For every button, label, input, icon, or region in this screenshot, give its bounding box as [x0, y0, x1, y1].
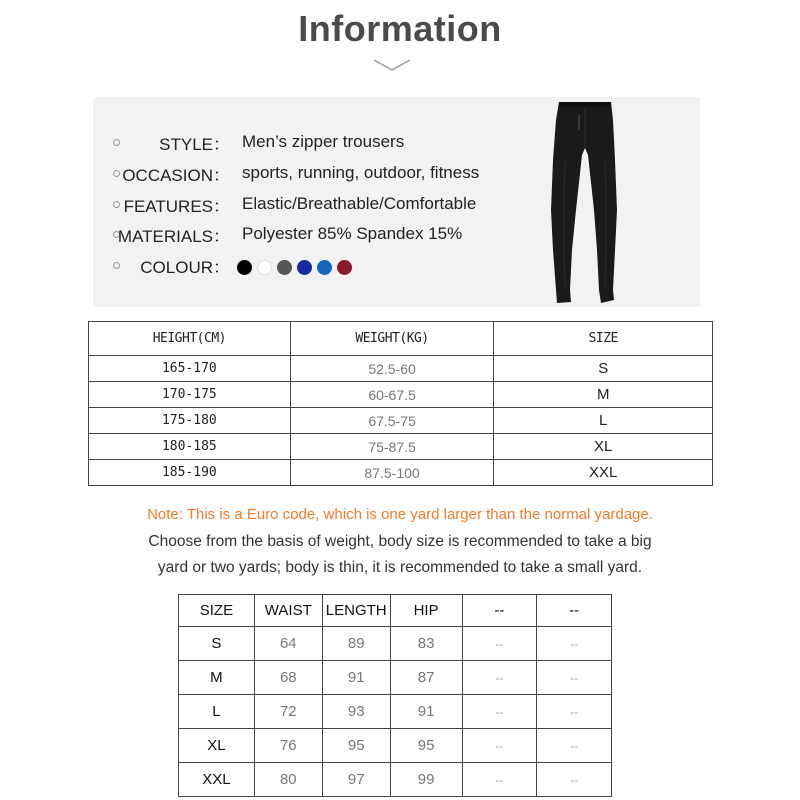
table-row — [89, 434, 713, 460]
info-value: sports, running, outdoor, fitness — [242, 163, 480, 182]
measurement-table — [178, 594, 612, 797]
empty-cell: -- — [537, 661, 612, 695]
column-header: -- — [462, 595, 537, 627]
column-header: HEIGHT(CM) — [89, 322, 291, 356]
table-row — [89, 460, 713, 486]
bullet-icon — [113, 262, 120, 269]
waist-cell: 76 — [254, 729, 322, 763]
hip-cell: 91 — [390, 695, 462, 729]
size-cell: XXL — [179, 763, 255, 797]
waist-cell: 80 — [254, 763, 322, 797]
colour-swatches — [237, 260, 352, 275]
length-cell: 95 — [322, 729, 390, 763]
info-value: Elastic/Breathable/Comfortable — [242, 194, 477, 213]
column-header: LENGTH — [322, 595, 390, 627]
table-row — [89, 382, 713, 408]
column-header: SIZE — [179, 595, 255, 627]
info-label: MATERIALS： — [117, 226, 230, 246]
height-cell: 175-180 — [89, 408, 291, 434]
column-header: SIZE — [494, 322, 713, 356]
empty-cell: -- — [537, 695, 612, 729]
length-cell: 93 — [322, 695, 390, 729]
table-row — [89, 408, 713, 434]
size-cell: XL — [179, 729, 255, 763]
size-cell: L — [494, 408, 713, 434]
bullet-icon — [113, 139, 120, 146]
empty-cell: -- — [537, 763, 612, 797]
empty-cell: -- — [537, 729, 612, 763]
empty-cell: -- — [462, 729, 537, 763]
size-cell: XXL — [494, 460, 713, 486]
table-row — [179, 661, 612, 695]
colour-swatch-white[interactable] — [257, 260, 272, 275]
chevron-down-icon — [372, 58, 412, 72]
info-value: Men’s zipper trousers — [242, 132, 405, 151]
hip-cell: 99 — [390, 763, 462, 797]
table-row — [179, 627, 612, 661]
length-cell: 91 — [322, 661, 390, 695]
euro-code-note: Note: This is a Euro code, which is one yard larger than the normal yardage. — [147, 506, 653, 523]
height-cell: 170-175 — [89, 382, 291, 408]
size-cell: M — [179, 661, 255, 695]
sizing-advice-line-1: Choose from the basis of weight, body size is recommended to take a big — [148, 533, 652, 550]
bullet-icon — [113, 170, 120, 177]
height-cell: 185-190 — [89, 460, 291, 486]
empty-cell: -- — [462, 661, 537, 695]
table-row — [89, 356, 713, 382]
colour-swatch-gray[interactable] — [277, 260, 292, 275]
table-header-row — [179, 595, 612, 627]
column-header: -- — [537, 595, 612, 627]
waist-cell: 72 — [254, 695, 322, 729]
size-cell: S — [494, 356, 713, 382]
weight-cell: 60-67.5 — [290, 382, 494, 408]
info-label: COLOUR： — [140, 257, 230, 277]
colour-swatch-navy[interactable] — [297, 260, 312, 275]
hip-cell: 95 — [390, 729, 462, 763]
height-cell: 165-170 — [89, 356, 291, 382]
table-row — [179, 695, 612, 729]
empty-cell: -- — [537, 627, 612, 661]
sizing-advice-line-2: yard or two yards; body is thin, it is recommended to take a small yard. — [157, 559, 643, 576]
column-header: WEIGHT(KG) — [290, 322, 494, 356]
height-cell: 180-185 — [89, 434, 291, 460]
size-cell: M — [494, 382, 713, 408]
info-value: Polyester 85% Spandex 15% — [242, 224, 463, 243]
table-header-row — [89, 322, 713, 356]
empty-cell: -- — [462, 695, 537, 729]
size-cell: L — [179, 695, 255, 729]
table-row — [179, 729, 612, 763]
weight-cell: 67.5-75 — [290, 408, 494, 434]
weight-cell: 87.5-100 — [290, 460, 494, 486]
hip-cell: 87 — [390, 661, 462, 695]
colour-swatch-black[interactable] — [237, 260, 252, 275]
column-header: HIP — [390, 595, 462, 627]
length-cell: 97 — [322, 763, 390, 797]
hip-cell: 83 — [390, 627, 462, 661]
height-weight-size-table — [88, 321, 713, 486]
trousers-product-image — [545, 100, 625, 305]
info-label: OCCASION： — [122, 165, 230, 185]
weight-cell: 75-87.5 — [290, 434, 494, 460]
waist-cell: 68 — [254, 661, 322, 695]
empty-cell: -- — [462, 627, 537, 661]
colour-swatch-wine[interactable] — [337, 260, 352, 275]
table-row — [179, 763, 612, 797]
size-cell: XL — [494, 434, 713, 460]
waist-cell: 64 — [254, 627, 322, 661]
length-cell: 89 — [322, 627, 390, 661]
bullet-icon — [113, 201, 120, 208]
info-label: FEATURES： — [123, 196, 230, 216]
column-header: WAIST — [254, 595, 322, 627]
info-label: STYLE： — [159, 134, 230, 154]
page-title: Information — [298, 8, 502, 49]
empty-cell: -- — [462, 763, 537, 797]
weight-cell: 52.5-60 — [290, 356, 494, 382]
colour-swatch-blue[interactable] — [317, 260, 332, 275]
size-cell: S — [179, 627, 255, 661]
